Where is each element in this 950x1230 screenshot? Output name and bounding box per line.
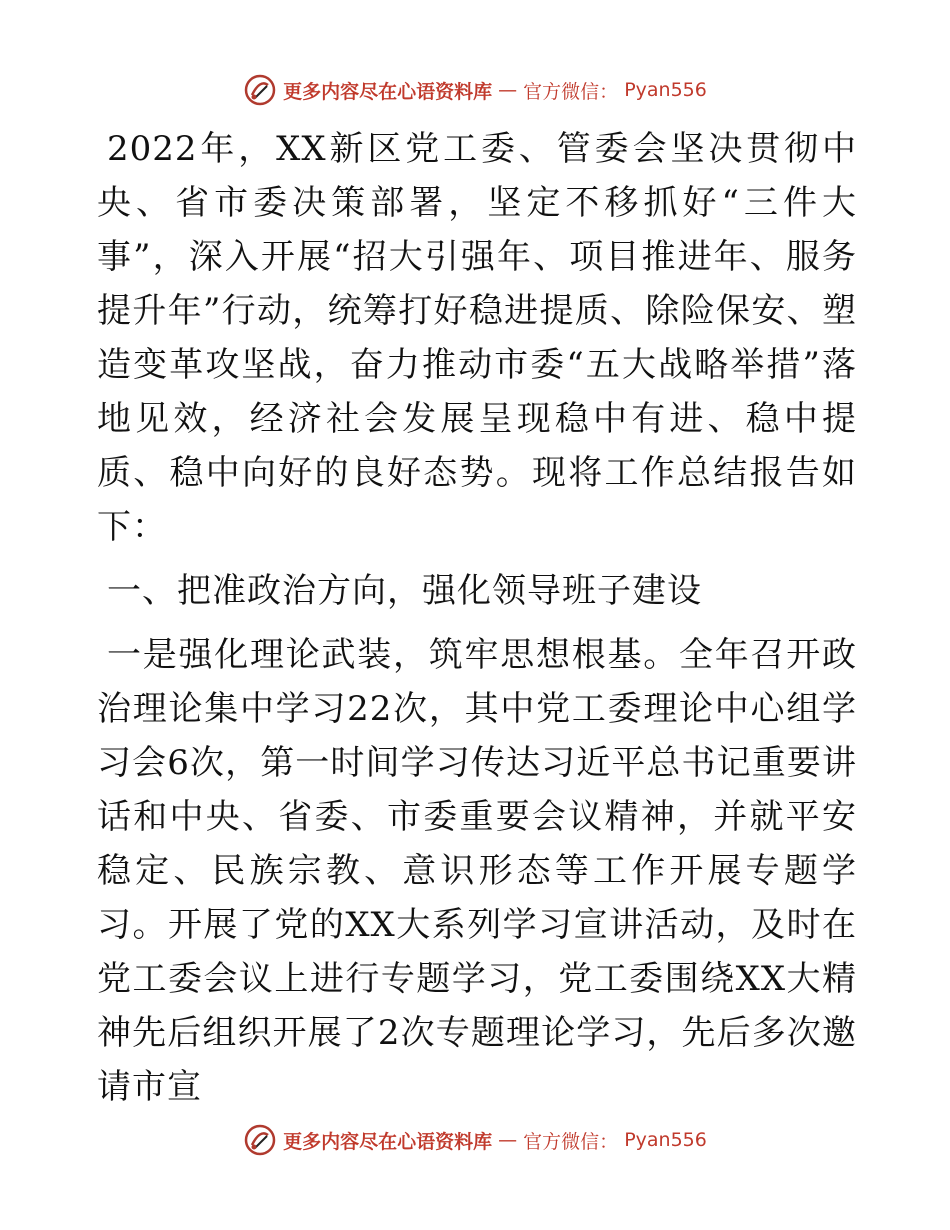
watermark-footer	[0, 1120, 950, 1160]
watermark-dash: —	[498, 79, 518, 101]
watermark-dash: —	[498, 1129, 518, 1151]
logo-icon	[243, 73, 277, 107]
watermark-wechat-id: Pyan556	[624, 79, 707, 101]
watermark-header	[0, 70, 950, 110]
document-body	[97, 122, 857, 1114]
watermark-site-text: 更多内容尽在心语资料库	[283, 1130, 493, 1153]
intro-paragraph: 2022年，XX新区党工委、管委会坚决贯彻中央、省市委决策部署，坚定不移抓好“三件大事”，深入开展“招大引强年、项目推进年、服务提升年”行动，统筹打好稳进提质、除险保安、塑造变革攻坚战，奋力推动市委“五大战略举措”落地见效，经济社会发展呈现稳中有进、稳中提质、稳中向好的良好态势。现将工作总结报告如下：	[97, 129, 857, 547]
section-1-paragraph-1: 一是强化理论武装，筑牢思想根基。全年召开政治理论集中学习22次，其中党工委理论中心组学习会6次，第一时间学习传达习近平总书记重要讲话和中央、省委、市委重要会议精神，并就平安稳定、民族宗教、意识形态等工作开展专题学习。开展了党的XX大系列学习宣讲活动，及时在党工委会议上进行专题学习，党工委围绕XX大精神先后组织开展了2次专题理论学习，先后多次邀请市宣	[97, 635, 857, 1107]
watermark-site-text: 更多内容尽在心语资料库	[283, 80, 493, 103]
logo-icon	[243, 1123, 277, 1157]
section-1-heading: 一、把准政治方向，强化领导班子建设	[107, 571, 702, 611]
watermark-official-text: 官方微信：	[523, 1130, 619, 1153]
watermark-wechat-id: Pyan556	[624, 1129, 707, 1151]
watermark-official-text: 官方微信：	[523, 80, 619, 103]
